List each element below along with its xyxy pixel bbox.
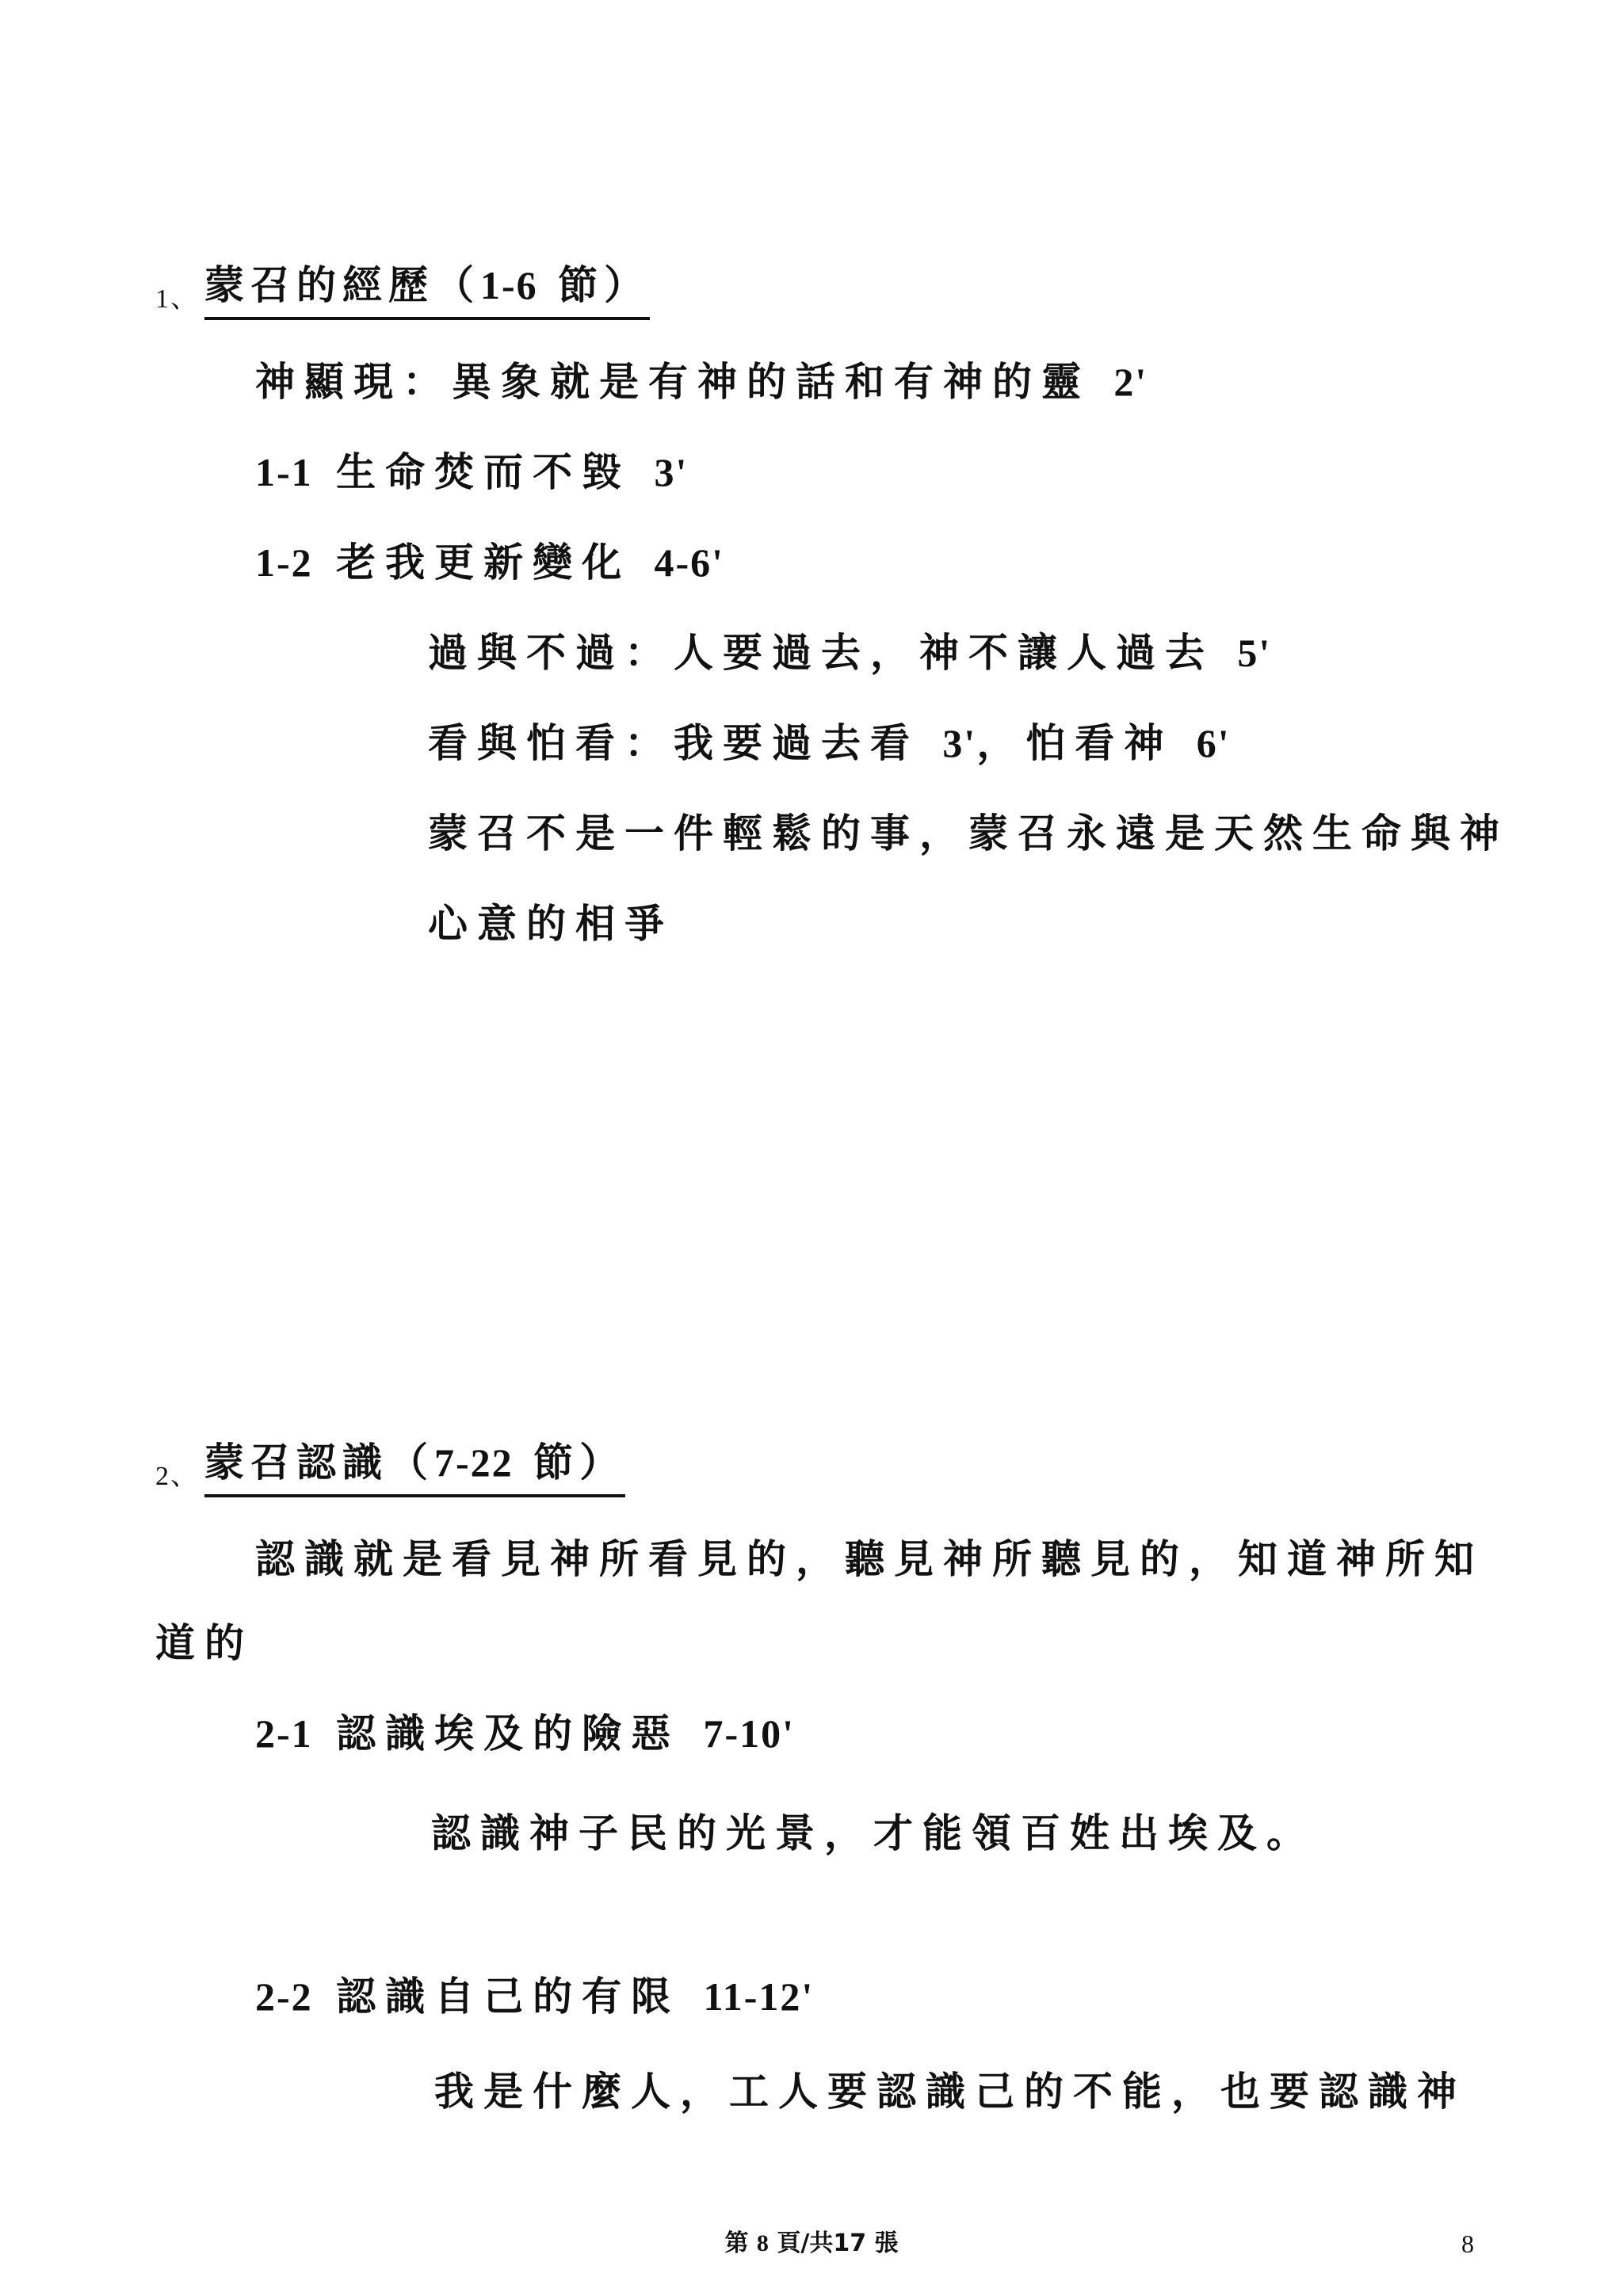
line-text: 生命焚而不毀 [312,449,655,495]
section-1-line-3 [255,539,724,586]
verse-ref: 2' [1113,360,1148,404]
section-2-line-2 [155,1619,254,1667]
section-2-line-3 [255,1710,795,1757]
page-number: 8 [1461,2229,1474,2258]
section-2-line-1 [255,1535,1484,1583]
verse-ref: 3' [942,721,977,765]
section-2-marker: 2、 [155,1462,199,1491]
line-text: 認識神子民的光景，才能領百姓出埃及。 [431,1810,1316,1856]
line-text: 認識就是看見神所看見的，聽見神所聽見的，知道神所知 [255,1536,1484,1582]
line-text: 道的 [155,1620,254,1666]
section-1-line-1 [255,358,1148,406]
section-1-heading [204,261,650,320]
verse-ref: 3' [654,450,689,494]
line-text-2: ，怕看神 [976,720,1197,766]
line-text: 看與怕看：我要過去看 [428,720,943,766]
point-number: 1-2 [255,540,313,585]
section-2-heading-range: 7-22 [434,1440,514,1485]
line-text: 蒙召不是一件輕鬆的事，蒙召永遠是天然生命與神 [428,810,1509,856]
section-1-line-7 [428,900,674,948]
footer-page: 8 [756,2230,769,2256]
verse-ref-2: 6' [1196,721,1231,765]
section-1-heading-text: 蒙召的經歷（ [204,262,480,308]
section-2-line-6 [434,2068,1466,2115]
line-text: 認識自己的有限 [312,1974,704,2019]
verse-ref: 5' [1237,631,1272,675]
footer-pre: 第 [724,2229,749,2257]
line-text: 過與不過：人要過去，神不讓人過去 [428,630,1238,676]
verse-ref: 4-6' [654,540,725,585]
footer-post: 張 [874,2229,899,2257]
section-1-line-6 [428,810,1509,857]
point-number: 2-2 [255,1974,313,2019]
line-text: 認識埃及的險惡 [312,1711,704,1756]
section-1-heading-range: 1-6 [480,263,538,307]
verse-ref: 11-12' [703,1974,815,2019]
line-text: 我是什麼人，工人要認識己的不能，也要認識神 [434,2069,1466,2115]
section-1-heading-tail: 節） [537,262,651,308]
section-1-marker: 1、 [155,284,199,314]
section-2-line-4 [431,1810,1316,1857]
line-text: 老我更新變化 [312,540,655,585]
footer-mid: 頁/共 [777,2229,834,2257]
line-text: 心意的相爭 [428,901,674,947]
section-2-heading [204,1439,625,1497]
point-number: 1-1 [255,450,313,494]
section-2-line-5 [255,1973,814,2020]
section-2-heading-tail: 節） [513,1440,626,1486]
page-footer [0,2228,1623,2260]
point-number: 2-1 [255,1711,313,1756]
footer-total: 17 [833,2229,867,2257]
section-1-line-5 [428,719,1231,767]
verse-ref: 7-10' [703,1711,796,1756]
section-1-line-2 [255,448,688,496]
section-2-heading-text: 蒙召認識（ [204,1440,434,1486]
line-text: 神顯現：異象就是有神的話和有神的靈 [255,359,1114,405]
section-1-line-4 [428,629,1271,677]
